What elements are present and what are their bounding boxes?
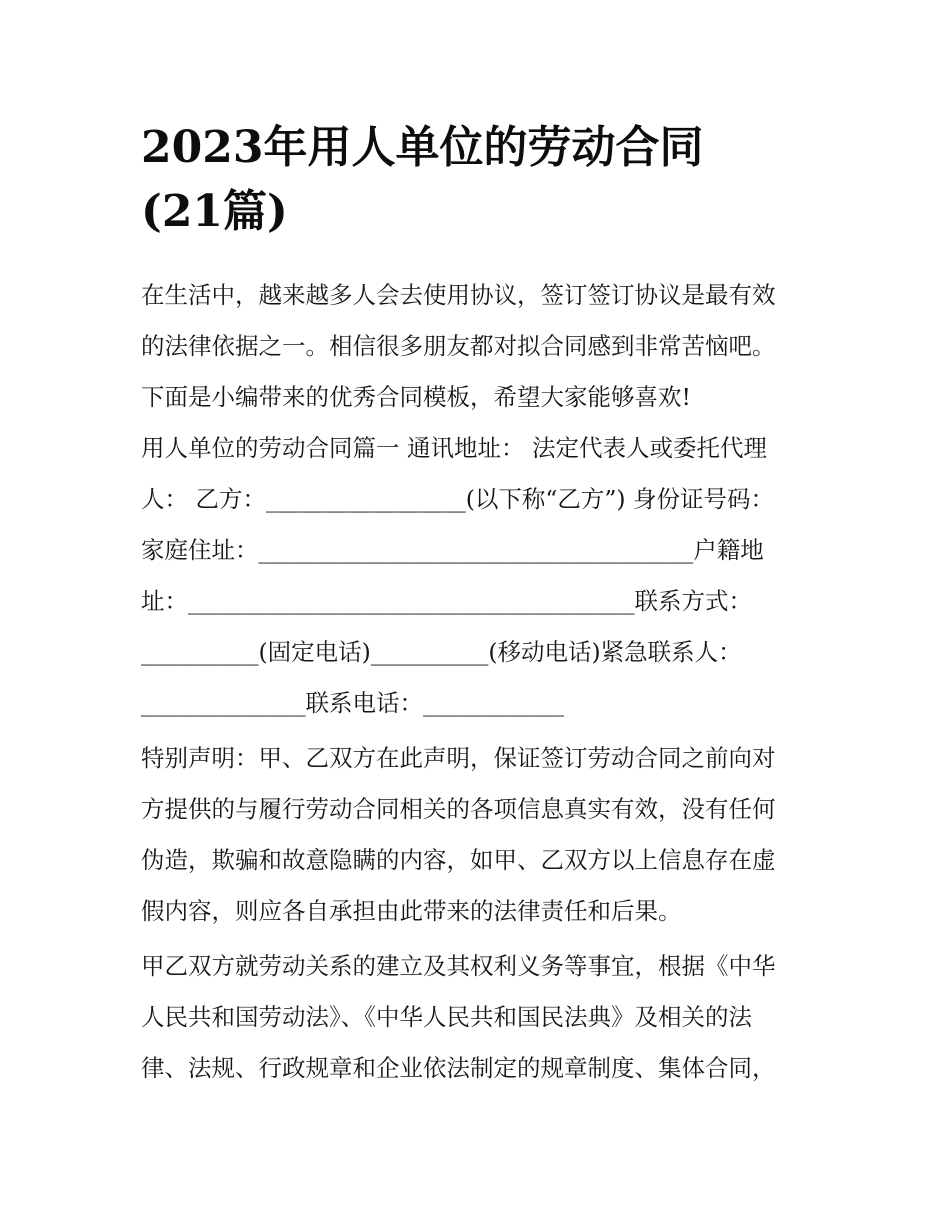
party-info-line: __________(固定电话)__________(移动电话)紧急联系人： [141, 638, 742, 666]
title-line-1: 2023年用人单位的劳动合同 [141, 122, 704, 173]
declaration-line: 方提供的与履行劳动合同相关的各项信息真实有效，没有任何 [141, 795, 776, 823]
party-info-line: ______________联系电话：____________ [141, 689, 564, 717]
party-info-line: 址：______________________________________联系方式： [141, 587, 752, 615]
document-body [141, 270, 821, 1094]
party-info-line: 人： 乙方：_________________(以下称“乙方”) 身份证号码： [141, 485, 775, 513]
declaration-line: 伪造，欺骗和故意隐瞒的内容，如甲、乙双方以上信息存在虚 [141, 846, 776, 874]
party-info-line: 家庭住址：_____________________________________户籍地 [141, 536, 764, 564]
legal-basis-line: 人民共和国劳动法》、《中华人民共和国民法典》及相关的法 [141, 1003, 752, 1031]
document-title [141, 116, 821, 244]
intro-line: 下面是小编带来的优秀合同模板，希望大家能够喜欢! [141, 383, 691, 411]
intro-line: 的法律依据之一。相信很多朋友都对拟合同感到非常苦恼吧。 [141, 332, 776, 360]
party-info-line: 用人单位的劳动合同篇一 通讯地址： 法定代表人或委托代理 [141, 434, 767, 462]
intro-paragraph [141, 270, 821, 423]
declaration-paragraph [141, 733, 821, 937]
title-line-2: (21篇) [141, 186, 288, 237]
intro-line: 在生活中，越来越多人会去使用协议，签订签订协议是最有效 [141, 281, 776, 309]
legal-basis-line: 律、法规、行政规章和企业依法制定的规章制度、集体合同， [141, 1054, 776, 1082]
declaration-line: 特别声明：甲、乙双方在此声明，保证签订劳动合同之前向对 [141, 744, 776, 772]
declaration-line: 假内容，则应各自承担由此带来的法律责任和后果。 [141, 897, 682, 925]
party-info-paragraph [141, 423, 821, 729]
legal-basis-paragraph [141, 941, 821, 1094]
document-content [141, 116, 821, 1094]
legal-basis-line: 甲乙双方就劳动关系的建立及其权利义务等事宜，根据《中华 [141, 952, 776, 980]
